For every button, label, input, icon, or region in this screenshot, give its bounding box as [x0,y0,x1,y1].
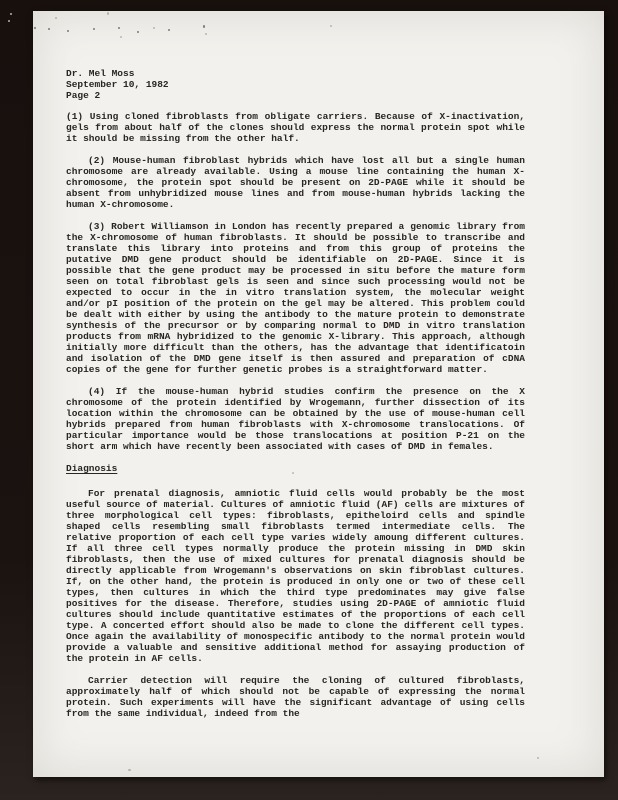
numbered-paragraph-2: (2) Mouse-human fibroblast hybrids which have lost all but a single human chromosome are already available. Using a mouse line containing the human X-chromosome, the protein spot should be present on 2D-PAGE while it should be absent from unhybridized mouse lines and from mouse-human hybrids lacking the human X-chromosome. [66,155,525,210]
document-page [33,11,604,777]
diagnosis-heading [66,463,525,474]
recipient-line: Dr. Mel Moss [66,68,135,79]
page-number-line: Page 2 [66,90,101,101]
date-line: September 10, 1982 [66,79,169,90]
diagnosis-heading-text: Diagnosis [66,463,118,474]
diagnosis-paragraph-1: For prenatal diagnosis, amniotic fluid cells would probably be the most useful source of material. Cultures of amniotic fluid (AF) cells are mixtures of three morphological cell types: fibroblasts, epitheloird cells and spindle shaped cells resembling small fibroblasts termed intermediate cells. The relative proportion of each cell type varies widely amoung different cultures. If all three cell types normally produce the protein missing in DMD skin fibroblasts, then the use of mixed cultures for prenatal diagnosis should be directly applicable from Wrogemann's observations on skin fibroblast cultures. If, on the other hand, the protein is produced in only one or two of these cell types, then cultures in which the third type predominates may give false positives for the disease. Therefore, studies using 2D-PAGE of amniotic fluid cultures should include quantitative estimates of the proportions of each cell type. A concerted effort should also be made to clone the different cell types. Once again the availability of monospecific antibody to the normal protein would provide a valuable and sensitive additional method for assaying production of the protein in AF cells. [66,488,525,664]
scan-speckle [10,13,12,15]
letter-header [66,68,525,101]
page-content [66,68,525,730]
numbered-paragraph-4: (4) If the mouse-human hybrid studies confirm the presence on the X chromosome of the protein identified by Wrogemann, further dissection of its location within the chromosome can be obtained by the use of mouse-human cell hybrids prepared from human fibroblasts with X-chromosome translocations. Of particular importance would be those translocations at position P-21 on the short arm which have recently been associated with cases of DMD in females. [66,386,525,452]
diagnosis-paragraph-2: Carrier detection will require the cloning of cultured fibroblasts, approximately half of which should not be capable of expressing the normal protein. Such experiments will have the significant advantage of using cells from the same individual, indeed from the [66,675,525,719]
numbered-paragraph-3: (3) Robert Williamson in London has recently prepared a genomic library from the X-chromosome of human fibroblasts. It should be possible to transcribe and translate this library into proteins and from this group of proteins the putative DMD gene product should be identifiable on 2D-PAGE. Since it is possible that the gene product may be processed in situ before the mature form seen on total fibroblast gels is seen and since such processing would not be expected to occur in the in vitro translation system, the molecular weight and/or pI position of the protein on the gel may be altered. This problem could be dealt with either by using the antibody to the mature protein to demonstrate synthesis of the precursor or by comparing normal to DMD in vitro translation products from mRNA hybridized to the genomic X-library. This approach, although initially more difficult than the others, has the advantage that identificatoin and isolation of the DMD gene itself is then assured and preparation of cDNA copies of the gene for further genetic probes is a straightforward matter. [66,221,525,375]
scan-speckle [8,20,10,22]
numbered-paragraph-1: (1) Using cloned fibroblasts from obligate carriers. Because of X-inactivation, gels from about half of the clones should express the normal protein spot while it should be missing from the other half. [66,111,525,144]
